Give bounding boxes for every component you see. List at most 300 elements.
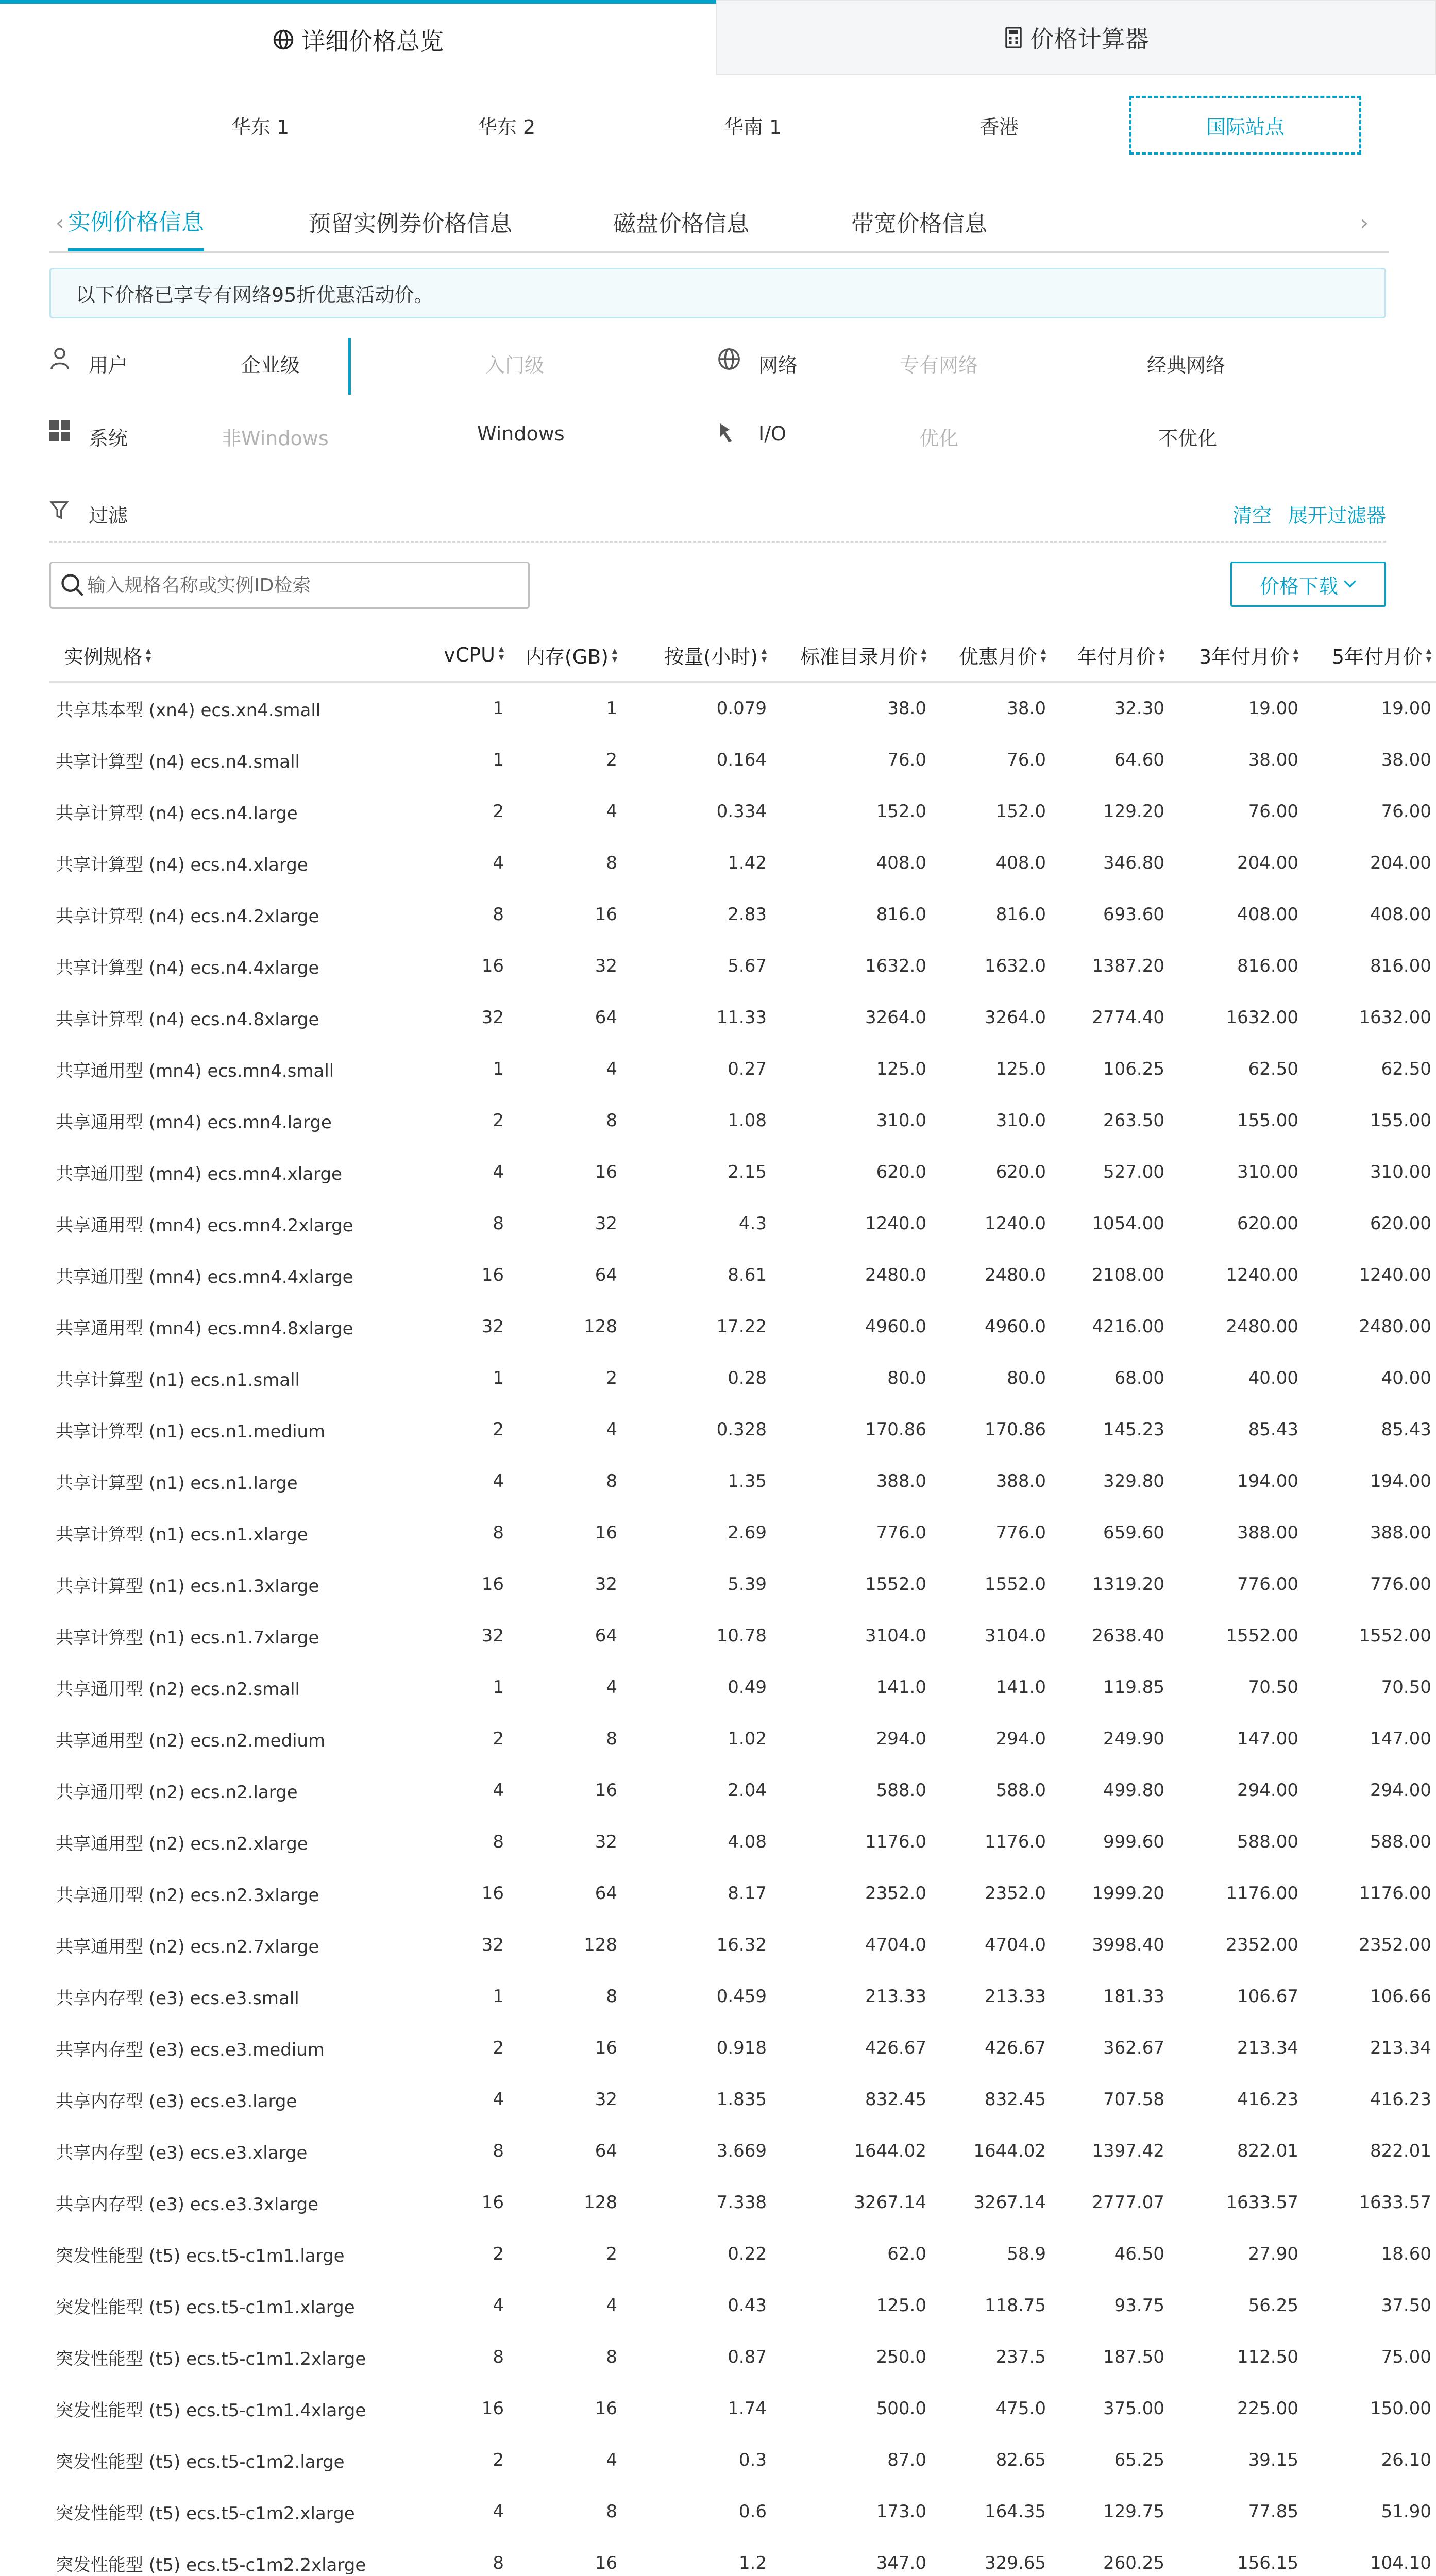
value-cell: 0.079 — [716, 698, 767, 719]
value-cell: 125.0 — [876, 1059, 926, 1079]
instance-spec-cell: 共享计算型 (n4) ecs.n4.8xlarge — [56, 1009, 319, 1030]
instance-spec-cell: 突发性能型 (t5) ecs.t5-c1m2.2xlarge — [56, 2554, 366, 2575]
value-cell: 64 — [595, 1625, 617, 1646]
value-cell: 40.00 — [1248, 1368, 1298, 1388]
value-cell: 19.00 — [1248, 698, 1298, 719]
value-cell: 2.04 — [728, 1780, 767, 1801]
sort-icon[interactable]: ▲▼ — [920, 647, 928, 664]
value-cell: 822.01 — [1237, 2141, 1298, 2161]
value-cell: 1552.00 — [1226, 1625, 1298, 1646]
value-cell: 588.00 — [1237, 1832, 1298, 1852]
value-cell: 0.328 — [716, 1419, 767, 1440]
value-cell: 62.0 — [887, 2244, 926, 2264]
instance-spec-cell: 共享内存型 (e3) ecs.e3.small — [56, 1988, 299, 2009]
table-row — [49, 1455, 1436, 1507]
value-cell: 8 — [493, 2553, 504, 2573]
value-cell: 2480.00 — [1226, 1316, 1298, 1337]
value-cell: 213.34 — [1370, 2038, 1431, 2058]
value-cell: 1632.00 — [1226, 1007, 1298, 1028]
value-cell: 70.50 — [1381, 1677, 1431, 1698]
value-cell: 4 — [606, 2450, 617, 2470]
value-cell: 388.00 — [1237, 1522, 1298, 1543]
column-header-label: 年付月价 — [1077, 645, 1156, 668]
value-cell: 80.0 — [887, 1368, 926, 1388]
value-cell: 4 — [606, 1059, 617, 1079]
value-cell: 237.5 — [995, 2347, 1046, 2367]
column-header-label: 按量(小时) — [664, 645, 758, 668]
region-selector — [0, 92, 1436, 164]
table-row — [49, 1301, 1436, 1352]
value-cell: 2 — [493, 1110, 504, 1131]
value-cell: 8.61 — [728, 1265, 767, 1285]
value-cell: 3264.0 — [985, 1007, 1046, 1028]
value-cell: 2480.0 — [865, 1265, 926, 1285]
instance-spec-cell: 共享通用型 (n2) ecs.n2.7xlarge — [56, 1936, 319, 1957]
value-cell: 1.42 — [728, 853, 767, 873]
value-cell: 32 — [595, 1574, 617, 1595]
value-cell: 164.35 — [985, 2501, 1046, 2522]
value-cell: 38.00 — [1381, 750, 1431, 770]
value-cell: 4 — [606, 1419, 617, 1440]
value-cell: 32 — [595, 2089, 617, 2110]
value-cell: 263.50 — [1103, 1110, 1164, 1131]
value-cell: 2 — [493, 801, 504, 822]
sort-icon[interactable]: ▲▼ — [1158, 647, 1166, 664]
instance-spec-cell: 共享通用型 (mn4) ecs.mn4.xlarge — [56, 1163, 342, 1184]
value-cell: 26.10 — [1381, 2450, 1431, 2470]
sort-icon[interactable]: ▲▼ — [144, 647, 153, 664]
value-cell: 1176.0 — [985, 1832, 1046, 1852]
value-cell: 5.39 — [728, 1574, 767, 1595]
region-east-1[interactable]: 华东 1 — [231, 115, 290, 139]
value-cell: 1552.00 — [1359, 1625, 1431, 1646]
table-row — [49, 1662, 1436, 1713]
column-header[interactable] — [49, 629, 379, 682]
table-row — [49, 889, 1436, 940]
value-cell: 1 — [493, 698, 504, 719]
value-cell: 64 — [595, 1007, 617, 1028]
value-cell: 32 — [595, 1832, 617, 1852]
value-cell: 32.30 — [1114, 698, 1164, 719]
value-cell: 2352.00 — [1359, 1935, 1431, 1955]
value-cell: 76.00 — [1381, 801, 1431, 822]
tab-price-calculator-label: 价格计算器 — [1030, 25, 1149, 53]
tab-bandwidth-price[interactable]: 带宽价格信息 — [851, 211, 987, 237]
value-cell: 37.50 — [1381, 2295, 1431, 2316]
value-cell: 4 — [493, 853, 504, 873]
value-cell: 125.0 — [876, 2295, 926, 2316]
column-header-label: vCPU — [444, 643, 495, 666]
tab-reserved-instance-price[interactable]: 预留实例券价格信息 — [308, 211, 512, 237]
value-cell: 2.69 — [728, 1522, 767, 1543]
value-cell: 832.45 — [985, 2089, 1046, 2110]
value-cell: 65.25 — [1114, 2450, 1164, 2470]
value-cell: 155.00 — [1370, 1110, 1431, 1131]
value-cell: 0.164 — [716, 750, 767, 770]
value-cell: 4 — [493, 2089, 504, 2110]
value-cell: 85.43 — [1248, 1419, 1298, 1440]
price-table — [49, 629, 1436, 2576]
instance-spec-cell: 突发性能型 (t5) ecs.t5-c1m2.large — [56, 2451, 345, 2472]
value-cell: 1.35 — [728, 1471, 767, 1492]
value-cell: 150.00 — [1370, 2398, 1431, 2419]
value-cell: 1.2 — [738, 2553, 767, 2573]
value-cell: 27.90 — [1248, 2244, 1298, 2264]
value-cell: 2480.0 — [985, 1265, 1046, 1285]
filter-header — [49, 495, 1386, 543]
value-cell: 3.669 — [716, 2141, 767, 2161]
value-cell: 2638.40 — [1092, 1625, 1164, 1646]
expand-filter-link[interactable]: 展开过滤器 — [1288, 504, 1387, 527]
value-cell: 2777.07 — [1092, 2192, 1164, 2213]
sort-icon[interactable]: ▲▼ — [1292, 647, 1300, 664]
value-cell: 2 — [493, 2244, 504, 2264]
value-cell: 119.85 — [1103, 1677, 1164, 1698]
value-cell: 2 — [606, 2244, 617, 2264]
value-cell: 145.23 — [1103, 1419, 1164, 1440]
value-cell: 8 — [493, 1522, 504, 1543]
instance-spec-cell: 共享通用型 (mn4) ecs.mn4.small — [56, 1060, 334, 1081]
value-cell: 1176.00 — [1359, 1883, 1431, 1904]
price-download-button[interactable] — [1230, 562, 1386, 607]
value-cell: 68.00 — [1114, 1368, 1164, 1388]
value-cell: 3104.0 — [865, 1625, 926, 1646]
instance-spec-cell: 共享通用型 (n2) ecs.n2.medium — [56, 1730, 326, 1751]
table-row — [49, 992, 1436, 1043]
value-cell: 4 — [493, 2295, 504, 2316]
tab-instance-price[interactable]: 实例价格信息 — [68, 192, 204, 251]
table-row — [49, 2537, 1436, 2576]
value-cell: 294.0 — [876, 1728, 926, 1749]
value-cell: 776.00 — [1370, 1574, 1431, 1595]
value-cell: 38.00 — [1248, 750, 1298, 770]
table-row — [49, 2280, 1436, 2331]
price-download-label: 价格下载 — [1259, 574, 1338, 598]
value-cell: 310.00 — [1237, 1162, 1298, 1182]
value-cell: 1552.0 — [865, 1574, 926, 1595]
table-row — [49, 2022, 1436, 2074]
table-row — [49, 1765, 1436, 1816]
option-windows[interactable]: Windows — [477, 422, 565, 445]
value-cell: 16 — [595, 2038, 617, 2058]
value-cell: 64 — [595, 1883, 617, 1904]
instance-spec-cell: 共享内存型 (e3) ecs.e3.xlarge — [56, 2142, 308, 2163]
column-header-label: 5年付月价 — [1331, 645, 1423, 668]
value-cell: 64 — [595, 1265, 617, 1285]
value-cell: 816.0 — [995, 904, 1046, 925]
value-cell: 1 — [493, 1986, 504, 2007]
discount-notice: 以下价格已享专有网络95折优惠活动价。 — [49, 268, 1386, 318]
table-row — [49, 2486, 1436, 2537]
table-row — [49, 1816, 1436, 1868]
value-cell: 16 — [595, 1522, 617, 1543]
value-cell: 204.00 — [1370, 853, 1431, 873]
value-cell: 82.65 — [995, 2450, 1046, 2470]
value-cell: 1.74 — [728, 2398, 767, 2419]
value-cell: 1632.0 — [985, 956, 1046, 976]
value-cell: 1.835 — [716, 2089, 767, 2110]
value-cell: 2 — [606, 1368, 617, 1388]
value-cell: 4960.0 — [985, 1316, 1046, 1337]
table-row — [49, 1095, 1436, 1146]
value-cell: 527.00 — [1103, 1162, 1164, 1182]
value-cell: 8 — [606, 1986, 617, 2007]
value-cell: 173.0 — [876, 2501, 926, 2522]
region-east-2[interactable]: 华东 2 — [477, 115, 536, 139]
value-cell: 776.0 — [876, 1522, 926, 1543]
value-cell: 2 — [606, 750, 617, 770]
chevron-left-icon[interactable]: ‹ — [56, 211, 64, 235]
instance-spec-cell: 共享通用型 (n2) ecs.n2.small — [56, 1679, 300, 1700]
value-cell: 375.00 — [1103, 2398, 1164, 2419]
value-cell: 416.23 — [1237, 2089, 1298, 2110]
instance-spec-cell: 突发性能型 (t5) ecs.t5-c1m1.2xlarge — [56, 2348, 366, 2369]
search-box — [49, 562, 530, 609]
value-cell: 0.459 — [716, 1986, 767, 2007]
table-row — [49, 1198, 1436, 1249]
value-cell: 1397.42 — [1092, 2141, 1164, 2161]
chevron-down-icon — [1343, 580, 1357, 589]
sort-icon[interactable]: ▲▼ — [1039, 647, 1048, 664]
value-cell: 426.67 — [865, 2038, 926, 2058]
value-cell: 4704.0 — [865, 1935, 926, 1955]
sort-icon[interactable]: ▲▼ — [611, 647, 619, 664]
search-input[interactable] — [86, 574, 528, 597]
value-cell: 8 — [493, 2141, 504, 2161]
option-entry-level[interactable]: 入门级 — [485, 354, 545, 377]
value-cell: 46.50 — [1114, 2244, 1164, 2264]
instance-spec-cell: 共享内存型 (e3) ecs.e3.medium — [56, 2039, 325, 2060]
value-cell: 125.0 — [995, 1059, 1046, 1079]
value-cell: 181.33 — [1103, 1986, 1164, 2007]
value-cell: 8 — [493, 1213, 504, 1234]
value-cell: 816.00 — [1237, 956, 1298, 976]
column-header[interactable] — [379, 629, 510, 682]
value-cell: 1633.57 — [1359, 2192, 1431, 2213]
value-cell: 16.32 — [716, 1935, 767, 1955]
value-cell: 7.338 — [716, 2192, 767, 2213]
tab-disk-price[interactable]: 磁盘价格信息 — [613, 211, 749, 237]
table-row — [49, 940, 1436, 992]
value-cell: 620.00 — [1237, 1213, 1298, 1234]
value-cell: 2 — [493, 2450, 504, 2470]
value-cell: 310.0 — [876, 1110, 926, 1131]
value-cell: 4 — [606, 1677, 617, 1698]
tab-price-overview[interactable] — [0, 0, 716, 75]
value-cell: 2352.0 — [985, 1883, 1046, 1904]
main-tab-bar — [0, 0, 1436, 76]
column-header[interactable] — [933, 629, 1052, 682]
instance-spec-cell: 共享通用型 (mn4) ecs.mn4.large — [56, 1112, 332, 1133]
value-cell: 1240.0 — [865, 1213, 926, 1234]
instance-spec-cell: 共享计算型 (n4) ecs.n4.large — [56, 803, 298, 824]
table-row — [49, 2074, 1436, 2125]
value-cell: 16 — [481, 2192, 504, 2213]
table-row — [49, 2434, 1436, 2486]
tab-price-calculator[interactable] — [716, 0, 1436, 75]
column-header-label: 标准目录月价 — [800, 645, 918, 668]
column-header[interactable] — [1305, 629, 1436, 682]
instance-spec-cell: 共享计算型 (n4) ecs.n4.small — [56, 751, 300, 772]
table-row — [49, 1043, 1436, 1095]
value-cell: 156.15 — [1237, 2553, 1298, 2573]
value-cell: 588.00 — [1370, 1832, 1431, 1852]
value-cell: 75.00 — [1381, 2347, 1431, 2367]
table-row — [49, 2125, 1436, 2177]
instance-spec-cell: 共享内存型 (e3) ecs.e3.large — [56, 2091, 297, 2112]
tab-price-overview-label: 详细价格总览 — [301, 27, 444, 55]
table-row — [49, 1713, 1436, 1765]
value-cell: 40.00 — [1381, 1368, 1431, 1388]
value-cell: 213.33 — [985, 1986, 1046, 2007]
value-cell: 170.86 — [985, 1419, 1046, 1440]
instance-spec-cell: 突发性能型 (t5) ecs.t5-c1m1.xlarge — [56, 2297, 355, 2318]
column-header[interactable] — [1052, 629, 1171, 682]
value-cell: 294.00 — [1237, 1780, 1298, 1801]
value-cell: 204.00 — [1237, 853, 1298, 873]
option-io-optimized[interactable]: 优化 — [919, 427, 959, 450]
value-cell: 170.86 — [865, 1419, 926, 1440]
column-header-label: 实例规格 — [64, 645, 143, 668]
table-header-row — [49, 629, 1436, 682]
value-cell: 659.60 — [1103, 1522, 1164, 1543]
table-row — [49, 2228, 1436, 2280]
value-cell: 1 — [606, 698, 617, 719]
value-cell: 225.00 — [1237, 2398, 1298, 2419]
value-cell: 106.66 — [1370, 1986, 1431, 2007]
instance-spec-cell: 共享通用型 (n2) ecs.n2.large — [56, 1782, 298, 1803]
value-cell: 85.43 — [1381, 1419, 1431, 1440]
value-cell: 388.00 — [1370, 1522, 1431, 1543]
option-vpc[interactable]: 专有网络 — [900, 354, 978, 377]
value-cell: 408.00 — [1370, 904, 1431, 925]
value-cell: 32 — [481, 1007, 504, 1028]
chevron-right-icon[interactable]: › — [1360, 211, 1369, 235]
value-cell: 147.00 — [1370, 1728, 1431, 1749]
value-cell: 4 — [493, 2501, 504, 2522]
value-cell: 32 — [481, 1625, 504, 1646]
instance-spec-cell: 共享计算型 (n1) ecs.n1.xlarge — [56, 1524, 308, 1545]
filter-io-label: I/O — [758, 422, 786, 445]
value-cell: 38.0 — [1007, 698, 1046, 719]
value-cell: 1633.57 — [1226, 2192, 1298, 2213]
clear-filter-link[interactable]: 清空 — [1232, 504, 1272, 527]
value-cell: 213.34 — [1237, 2038, 1298, 2058]
column-header[interactable] — [623, 629, 773, 682]
value-cell: 1176.0 — [865, 1832, 926, 1852]
value-cell: 832.45 — [865, 2089, 926, 2110]
region-south-1[interactable]: 华南 1 — [723, 115, 782, 139]
value-cell: 16 — [481, 956, 504, 976]
value-cell: 8 — [493, 1832, 504, 1852]
value-cell: 64 — [595, 2141, 617, 2161]
value-cell: 426.67 — [985, 2038, 1046, 2058]
value-cell: 0.28 — [728, 1368, 767, 1388]
table-body — [49, 682, 1436, 2576]
value-cell: 16 — [481, 1574, 504, 1595]
value-cell: 8 — [493, 904, 504, 925]
sort-icon[interactable]: ▲▼ — [497, 645, 505, 662]
value-cell: 8 — [606, 853, 617, 873]
table-row — [49, 1610, 1436, 1662]
value-cell: 2108.00 — [1092, 1265, 1164, 1285]
region-international[interactable]: 国际站点 — [1129, 96, 1361, 155]
value-cell: 4 — [493, 1471, 504, 1492]
value-cell: 8 — [493, 2347, 504, 2367]
value-cell: 56.25 — [1248, 2295, 1298, 2316]
value-cell: 776.00 — [1237, 1574, 1298, 1595]
value-cell: 408.00 — [1237, 904, 1298, 925]
value-cell: 588.0 — [876, 1780, 926, 1801]
filter-row-user-network — [49, 329, 1399, 391]
value-cell: 408.0 — [876, 853, 926, 873]
table-row — [49, 1868, 1436, 1919]
option-non-windows[interactable]: 非Windows — [222, 427, 329, 450]
value-cell: 999.60 — [1103, 1832, 1164, 1852]
value-cell: 16 — [595, 2553, 617, 2573]
sort-icon[interactable]: ▲▼ — [1425, 647, 1433, 664]
value-cell: 1644.02 — [973, 2141, 1046, 2161]
value-cell: 4.08 — [728, 1832, 767, 1852]
value-cell: 2774.40 — [1092, 1007, 1164, 1028]
value-cell: 16 — [481, 1265, 504, 1285]
table-row — [49, 1919, 1436, 1971]
calculator-icon — [1004, 27, 1023, 48]
value-cell: 2 — [493, 1728, 504, 1749]
sort-icon[interactable]: ▲▼ — [760, 647, 768, 664]
instance-spec-cell: 共享计算型 (n1) ecs.n1.7xlarge — [56, 1627, 319, 1648]
value-cell: 147.00 — [1237, 1728, 1298, 1749]
option-io-not-optimized[interactable]: 不优化 — [1158, 427, 1218, 450]
value-cell: 1644.02 — [854, 2141, 926, 2161]
instance-spec-cell: 共享计算型 (n1) ecs.n1.small — [56, 1369, 300, 1391]
option-enterprise[interactable]: 企业级 — [241, 354, 300, 377]
table-row — [49, 734, 1436, 786]
column-header-label: 内存(GB) — [525, 645, 609, 668]
io-icon — [717, 420, 740, 443]
value-cell: 4 — [493, 1162, 504, 1182]
value-cell: 8 — [606, 1728, 617, 1749]
value-cell: 1.02 — [728, 1728, 767, 1749]
value-cell: 104.10 — [1370, 2553, 1431, 2573]
column-header[interactable] — [510, 629, 623, 682]
value-cell: 1 — [493, 750, 504, 770]
value-cell: 17.22 — [716, 1316, 767, 1337]
value-cell: 362.67 — [1103, 2038, 1164, 2058]
value-cell: 152.0 — [876, 801, 926, 822]
value-cell: 152.0 — [995, 801, 1046, 822]
value-cell: 62.50 — [1381, 1059, 1431, 1079]
value-cell: 500.0 — [876, 2398, 926, 2419]
instance-spec-cell: 共享通用型 (mn4) ecs.mn4.8xlarge — [56, 1318, 353, 1339]
table-row — [49, 2177, 1436, 2228]
column-header-label: 3年付月价 — [1198, 645, 1290, 668]
column-header[interactable] — [773, 629, 933, 682]
value-cell: 11.33 — [716, 1007, 767, 1028]
region-hongkong[interactable]: 香港 — [979, 115, 1019, 139]
value-cell: 0.22 — [728, 2244, 767, 2264]
value-cell: 16 — [595, 904, 617, 925]
value-cell: 87.0 — [887, 2450, 926, 2470]
value-cell: 2480.00 — [1359, 1316, 1431, 1337]
value-cell: 707.58 — [1103, 2089, 1164, 2110]
value-cell: 8 — [606, 1471, 617, 1492]
windows-icon — [49, 420, 70, 441]
column-header[interactable] — [1171, 629, 1305, 682]
value-cell: 5.67 — [728, 956, 767, 976]
user-icon — [49, 347, 70, 370]
option-classic-network[interactable]: 经典网络 — [1147, 354, 1226, 377]
